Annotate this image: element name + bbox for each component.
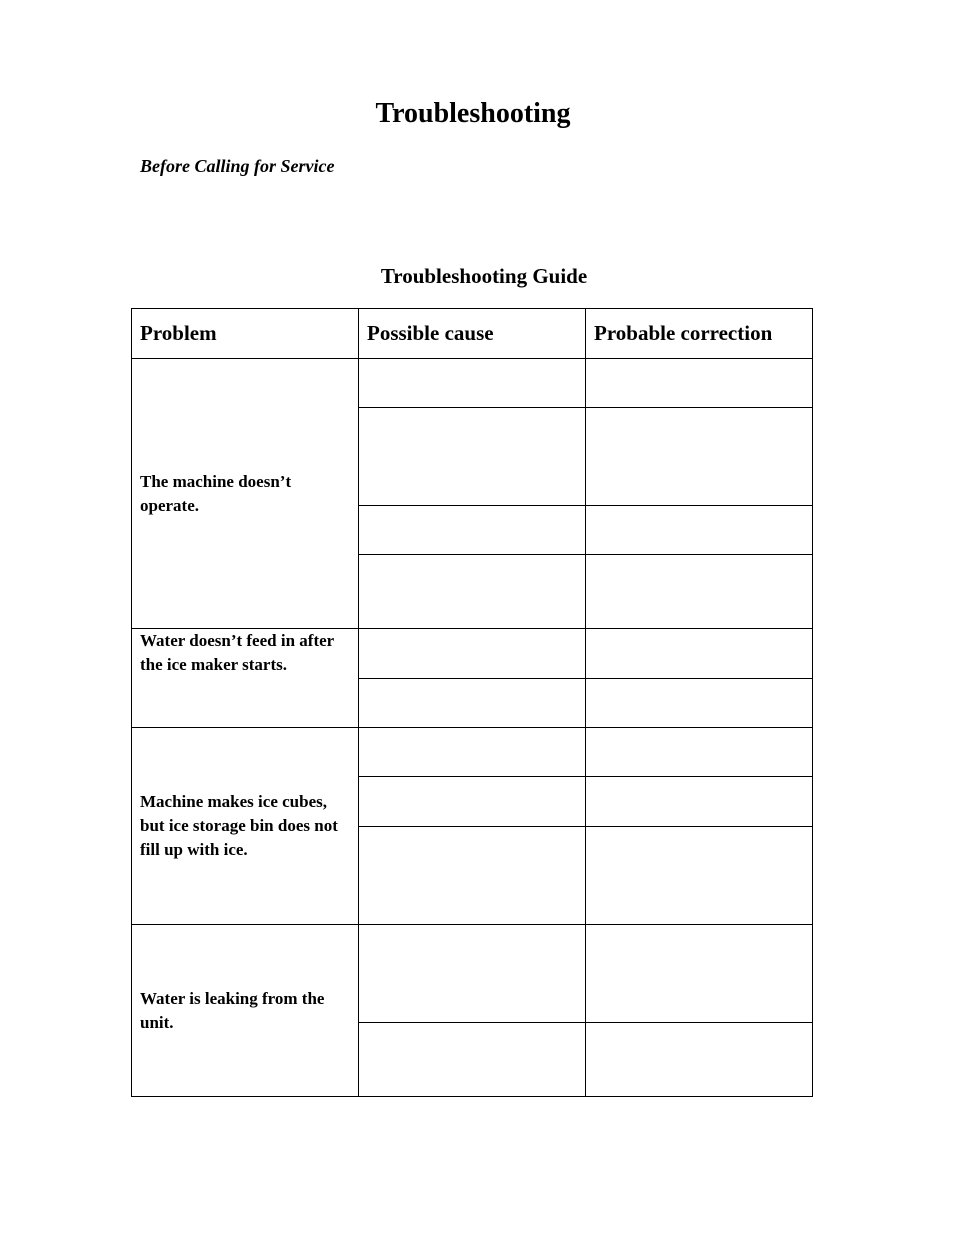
cause-cell xyxy=(359,555,586,629)
cause-cell xyxy=(359,629,586,679)
cause-cell xyxy=(359,728,586,777)
table-row xyxy=(132,728,813,777)
correction-cell xyxy=(586,1023,813,1097)
correction-cell xyxy=(586,827,813,925)
cause-cell xyxy=(359,925,586,1023)
header-problem: Problem xyxy=(132,309,359,359)
correction-cell xyxy=(586,359,813,408)
page-title: Troubleshooting xyxy=(375,98,571,129)
table-title: Troubleshooting Guide xyxy=(380,264,588,288)
table-row xyxy=(132,925,813,1023)
section-subtitle: Before Calling for Service xyxy=(140,156,335,176)
cause-cell xyxy=(359,777,586,827)
correction-cell xyxy=(586,629,813,679)
correction-cell xyxy=(586,408,813,506)
correction-cell xyxy=(586,679,813,728)
correction-cell xyxy=(586,777,813,827)
table-header-row xyxy=(132,309,813,359)
cause-cell xyxy=(359,359,586,408)
cause-cell xyxy=(359,1023,586,1097)
correction-cell xyxy=(586,925,813,1023)
correction-cell xyxy=(586,728,813,777)
problem-cell: Water is leaking from the unit. xyxy=(132,925,359,1097)
table-row xyxy=(132,359,813,408)
cause-cell xyxy=(359,408,586,506)
correction-cell xyxy=(586,555,813,629)
cause-cell xyxy=(359,506,586,555)
problem-cell: Water doesn’t feed in after the ice maker starts. xyxy=(132,629,359,728)
header-probable-correction: Probable correction xyxy=(586,309,813,359)
table-row xyxy=(132,629,813,679)
problem-cell: Machine makes ice cubes, but ice storage bin does not fill up with ice. xyxy=(132,728,359,925)
cause-cell xyxy=(359,827,586,925)
cause-cell xyxy=(359,679,586,728)
troubleshooting-table xyxy=(131,308,813,1097)
header-possible-cause: Possible cause xyxy=(359,309,586,359)
correction-cell xyxy=(586,506,813,555)
problem-cell: The machine doesn’t operate. xyxy=(132,359,359,629)
